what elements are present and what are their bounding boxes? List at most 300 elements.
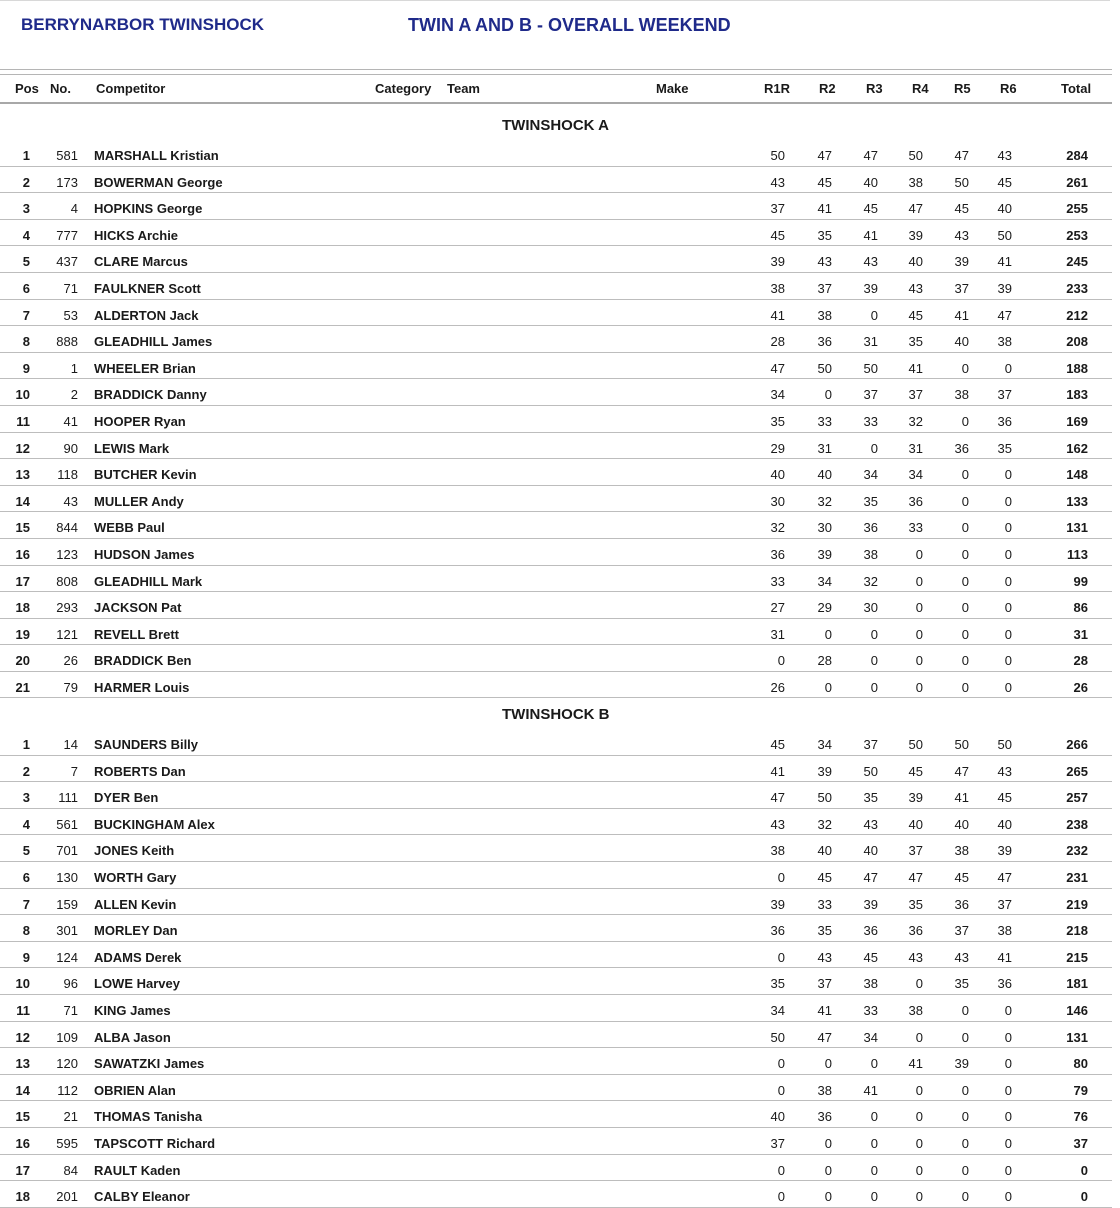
round-score-cell: 35	[817, 227, 832, 243]
total-cell: 28	[1073, 653, 1088, 669]
table-row	[0, 592, 1112, 619]
table-row	[0, 246, 1112, 273]
number-cell: 121	[56, 626, 78, 642]
number-cell: 111	[58, 790, 78, 806]
round-score-cell: 27	[770, 600, 785, 616]
round-score-cell: 29	[770, 440, 785, 456]
table-row	[0, 995, 1112, 1022]
number-cell: 118	[57, 467, 78, 483]
competitor-cell: BUTCHER Kevin	[94, 467, 197, 483]
round-score-cell: 0	[961, 493, 969, 509]
number-cell: 43	[63, 493, 78, 509]
round-score-cell: 50	[770, 148, 785, 163]
round-score-cell: 34	[817, 573, 832, 589]
round-score-cell: 0	[1004, 493, 1012, 509]
round-score-cell: 45	[954, 869, 969, 885]
table-row	[0, 645, 1112, 672]
competitor-cell: HICKS Archie	[94, 227, 179, 243]
round-score-cell: 32	[770, 520, 785, 536]
round-score-cell: 43	[997, 763, 1012, 779]
round-score-cell: 34	[817, 737, 832, 752]
round-score-cell: 41	[954, 790, 969, 806]
position-cell: 21	[15, 679, 30, 695]
table-row	[0, 889, 1112, 916]
table-row	[0, 512, 1112, 539]
number-cell: 112	[57, 1082, 78, 1098]
total-cell: 208	[1066, 334, 1088, 350]
round-score-cell: 0	[961, 1109, 969, 1125]
table-row	[0, 433, 1112, 460]
col-r4: R4	[912, 81, 929, 96]
round-score-cell: 45	[997, 174, 1012, 190]
competitor-cell: ALBA Jason	[94, 1029, 171, 1045]
round-score-cell: 45	[863, 201, 878, 217]
round-score-cell: 35	[770, 976, 785, 992]
round-score-cell: 35	[908, 334, 923, 350]
round-score-cell: 38	[954, 387, 969, 403]
competitor-cell: MORLEY Dan	[94, 923, 178, 939]
competitor-cell: OBRIEN Alan	[94, 1082, 176, 1098]
table-row	[0, 942, 1112, 969]
round-score-cell: 41	[770, 307, 785, 323]
round-score-cell: 37	[997, 896, 1012, 912]
round-score-cell: 47	[997, 307, 1012, 323]
number-cell: 844	[56, 520, 78, 536]
round-score-cell: 47	[770, 790, 785, 806]
table-row	[0, 1048, 1112, 1075]
round-score-cell: 50	[770, 1029, 785, 1045]
round-score-cell: 39	[997, 843, 1012, 859]
round-score-cell: 32	[908, 413, 923, 429]
round-score-cell: 26	[770, 679, 785, 695]
round-score-cell: 47	[817, 1029, 832, 1045]
competitor-cell: ROBERTS Dan	[94, 763, 186, 779]
column-header-rule	[0, 102, 1112, 104]
col-competitor: Competitor	[96, 81, 166, 96]
number-cell: 14	[63, 737, 78, 752]
round-score-cell: 43	[954, 949, 969, 965]
round-score-cell: 41	[997, 254, 1012, 270]
position-cell: 10	[15, 387, 30, 403]
round-score-cell: 41	[954, 307, 969, 323]
competitor-cell: RAULT Kaden	[94, 1162, 181, 1178]
position-cell: 16	[15, 546, 30, 562]
round-score-cell: 50	[908, 737, 923, 752]
number-cell: 109	[56, 1029, 78, 1045]
position-cell: 14	[15, 493, 30, 509]
number-cell: 71	[63, 1002, 78, 1018]
competitor-cell: MARSHALL Kristian	[94, 148, 219, 163]
round-score-cell: 41	[997, 949, 1012, 965]
competitor-cell: GLEADHILL Mark	[94, 573, 203, 589]
round-score-cell: 41	[770, 763, 785, 779]
round-score-cell: 0	[870, 1162, 878, 1178]
position-cell: 8	[22, 334, 30, 350]
table-row	[0, 566, 1112, 593]
round-score-cell: 50	[863, 360, 878, 376]
top-rule	[0, 0, 1110, 1]
round-score-cell: 38	[997, 923, 1012, 939]
number-cell: 130	[56, 869, 78, 885]
total-cell: 212	[1066, 307, 1088, 323]
table-row	[0, 379, 1112, 406]
round-score-cell: 0	[777, 1056, 785, 1072]
round-score-cell: 0	[1004, 626, 1012, 642]
competitor-cell: DYER Ben	[94, 790, 159, 806]
table-row	[0, 326, 1112, 353]
round-score-cell: 41	[908, 360, 923, 376]
round-score-cell: 45	[817, 869, 832, 885]
round-score-cell: 43	[863, 816, 878, 832]
total-cell: 31	[1073, 626, 1088, 642]
position-cell: 13	[15, 467, 30, 483]
total-cell: 219	[1066, 896, 1088, 912]
number-cell: 437	[56, 254, 78, 270]
number-cell: 581	[56, 148, 78, 163]
number-cell: 53	[63, 307, 78, 323]
round-score-cell: 0	[777, 949, 785, 965]
total-cell: 113	[1067, 546, 1088, 562]
table-row	[0, 862, 1112, 889]
round-score-cell: 35	[954, 976, 969, 992]
round-score-cell: 35	[863, 790, 878, 806]
round-score-cell: 36	[908, 493, 923, 509]
total-cell: 148	[1066, 467, 1088, 483]
round-score-cell: 0	[824, 1056, 832, 1072]
competitor-cell: HOPKINS George	[94, 201, 203, 217]
round-score-cell: 0	[870, 307, 878, 323]
round-score-cell: 0	[915, 976, 923, 992]
round-score-cell: 0	[870, 626, 878, 642]
table-row	[0, 782, 1112, 809]
round-score-cell: 0	[1004, 1135, 1012, 1151]
col-make: Make	[656, 81, 689, 96]
total-cell: 183	[1066, 387, 1088, 403]
competitor-cell: FAULKNER Scott	[94, 280, 201, 296]
round-score-cell: 43	[817, 949, 832, 965]
table-row	[0, 619, 1112, 646]
round-score-cell: 45	[770, 227, 785, 243]
round-score-cell: 0	[915, 626, 923, 642]
round-score-cell: 33	[863, 1002, 878, 1018]
table-row	[0, 1075, 1112, 1102]
total-cell: 253	[1066, 227, 1088, 243]
round-score-cell: 0	[1004, 520, 1012, 536]
round-score-cell: 0	[870, 1135, 878, 1151]
round-score-cell: 36	[997, 413, 1012, 429]
section-title-b: TWINSHOCK B	[502, 706, 610, 723]
round-score-cell: 33	[817, 896, 832, 912]
round-score-cell: 31	[770, 626, 785, 642]
position-cell: 12	[15, 1029, 30, 1045]
col-category: Category	[375, 81, 432, 96]
round-score-cell: 37	[997, 387, 1012, 403]
round-score-cell: 45	[770, 737, 785, 752]
position-cell: 16	[15, 1135, 30, 1151]
round-score-cell: 36	[817, 334, 832, 350]
total-cell: 133	[1066, 493, 1088, 509]
round-score-cell: 37	[954, 923, 969, 939]
round-score-cell: 35	[997, 440, 1012, 456]
total-cell: 257	[1066, 790, 1088, 806]
number-cell: 90	[63, 440, 78, 456]
round-score-cell: 36	[954, 440, 969, 456]
round-score-cell: 47	[863, 869, 878, 885]
position-cell: 15	[15, 1109, 30, 1125]
round-score-cell: 0	[824, 387, 832, 403]
table-row	[0, 220, 1112, 247]
competitor-cell: SAWATZKI James	[94, 1056, 205, 1072]
round-score-cell: 38	[817, 307, 832, 323]
total-cell: 245	[1066, 254, 1088, 270]
total-cell: 233	[1066, 280, 1088, 296]
round-score-cell: 38	[817, 1082, 832, 1098]
total-cell: 261	[1066, 174, 1088, 190]
round-score-cell: 40	[770, 1109, 785, 1125]
position-cell: 2	[22, 763, 30, 779]
total-cell: 188	[1066, 360, 1088, 376]
round-score-cell: 43	[770, 816, 785, 832]
number-cell: 124	[56, 949, 78, 965]
results-table-b	[0, 729, 1112, 1208]
position-cell: 1	[22, 737, 30, 752]
round-score-cell: 34	[770, 1002, 785, 1018]
competitor-cell: CLARE Marcus	[94, 254, 188, 270]
round-score-cell: 47	[908, 869, 923, 885]
col-r3: R3	[866, 81, 883, 96]
table-row	[0, 1155, 1112, 1182]
round-score-cell: 37	[908, 387, 923, 403]
table-row	[0, 809, 1112, 836]
number-cell: 26	[63, 653, 78, 669]
total-cell: 284	[1066, 148, 1088, 163]
round-score-cell: 0	[961, 626, 969, 642]
round-score-cell: 0	[915, 1029, 923, 1045]
table-row	[0, 1181, 1112, 1208]
competitor-cell: KING James	[94, 1002, 171, 1018]
position-cell: 4	[22, 816, 30, 832]
total-cell: 131	[1066, 520, 1088, 536]
round-score-cell: 39	[954, 254, 969, 270]
round-score-cell: 0	[824, 1189, 832, 1205]
round-score-cell: 0	[915, 1162, 923, 1178]
round-score-cell: 0	[1004, 1082, 1012, 1098]
round-score-cell: 0	[961, 467, 969, 483]
competitor-cell: SAUNDERS Billy	[94, 737, 199, 752]
total-cell: 218	[1066, 923, 1088, 939]
round-score-cell: 50	[954, 737, 969, 752]
competitor-cell: HUDSON James	[94, 546, 195, 562]
number-cell: 777	[56, 227, 78, 243]
number-cell: 701	[56, 843, 78, 859]
total-cell: 79	[1073, 1082, 1088, 1098]
round-score-cell: 0	[870, 1056, 878, 1072]
results-title: TWIN A AND B - OVERALL WEEKEND	[408, 15, 731, 35]
round-score-cell: 50	[817, 790, 832, 806]
round-score-cell: 38	[908, 174, 923, 190]
position-cell: 12	[15, 440, 30, 456]
round-score-cell: 0	[1004, 1189, 1012, 1205]
competitor-cell: ALDERTON Jack	[94, 307, 199, 323]
competitor-cell: HARMER Louis	[94, 679, 190, 695]
results-table-a	[0, 140, 1112, 698]
total-cell: 131	[1066, 1029, 1088, 1045]
round-score-cell: 38	[908, 1002, 923, 1018]
position-cell: 13	[15, 1056, 30, 1072]
round-score-cell: 45	[908, 307, 923, 323]
round-score-cell: 47	[954, 148, 969, 163]
col-r2: R2	[819, 81, 836, 96]
round-score-cell: 47	[908, 201, 923, 217]
number-cell: 293	[56, 600, 78, 616]
round-score-cell: 47	[954, 763, 969, 779]
round-score-cell: 37	[863, 387, 878, 403]
position-cell: 7	[22, 307, 30, 323]
round-score-cell: 0	[961, 546, 969, 562]
number-cell: 201	[56, 1189, 78, 1205]
round-score-cell: 0	[915, 1189, 923, 1205]
table-row	[0, 486, 1112, 513]
round-score-cell: 0	[777, 1189, 785, 1205]
number-cell: 2	[70, 387, 78, 403]
total-cell: 146	[1066, 1002, 1088, 1018]
number-cell: 123	[56, 546, 78, 562]
competitor-cell: JONES Keith	[94, 843, 175, 859]
round-score-cell: 38	[997, 334, 1012, 350]
round-score-cell: 35	[908, 896, 923, 912]
competitor-cell: LEWIS Mark	[94, 440, 170, 456]
round-score-cell: 0	[824, 679, 832, 695]
col-r5: R5	[954, 81, 971, 96]
round-score-cell: 0	[777, 1082, 785, 1098]
round-score-cell: 41	[817, 201, 832, 217]
round-score-cell: 0	[961, 1029, 969, 1045]
round-score-cell: 0	[961, 1002, 969, 1018]
competitor-cell: CALBY Eleanor	[94, 1189, 190, 1205]
position-cell: 1	[22, 148, 30, 163]
round-score-cell: 39	[997, 280, 1012, 296]
round-score-cell: 0	[961, 520, 969, 536]
position-cell: 8	[22, 923, 30, 939]
round-score-cell: 0	[1004, 1056, 1012, 1072]
round-score-cell: 36	[817, 1109, 832, 1125]
round-score-cell: 33	[770, 573, 785, 589]
round-score-cell: 36	[770, 923, 785, 939]
number-cell: 120	[56, 1056, 78, 1072]
round-score-cell: 36	[908, 923, 923, 939]
round-score-cell: 38	[954, 843, 969, 859]
round-score-cell: 39	[908, 790, 923, 806]
round-score-cell: 0	[915, 573, 923, 589]
competitor-cell: REVELL Brett	[94, 626, 179, 642]
table-row	[0, 353, 1112, 380]
round-score-cell: 0	[870, 653, 878, 669]
round-score-cell: 37	[770, 1135, 785, 1151]
round-score-cell: 0	[1004, 1002, 1012, 1018]
round-score-cell: 0	[961, 679, 969, 695]
round-score-cell: 32	[863, 573, 878, 589]
total-cell: 0	[1080, 1189, 1088, 1205]
round-score-cell: 41	[817, 1002, 832, 1018]
number-cell: 888	[56, 334, 78, 350]
total-cell: 255	[1066, 201, 1088, 217]
total-cell: 86	[1073, 600, 1088, 616]
table-row	[0, 273, 1112, 300]
total-cell: 231	[1066, 869, 1088, 885]
position-cell: 19	[15, 626, 30, 642]
position-cell: 3	[22, 201, 30, 217]
round-score-cell: 37	[817, 280, 832, 296]
round-score-cell: 40	[997, 816, 1012, 832]
total-cell: 215	[1066, 949, 1088, 965]
number-cell: 71	[63, 280, 78, 296]
round-score-cell: 0	[961, 360, 969, 376]
round-score-cell: 41	[863, 1082, 878, 1098]
round-score-cell: 28	[817, 653, 832, 669]
competitor-cell: JACKSON Pat	[94, 600, 182, 616]
round-score-cell: 33	[863, 413, 878, 429]
round-score-cell: 33	[817, 413, 832, 429]
round-score-cell: 36	[954, 896, 969, 912]
total-cell: 266	[1066, 737, 1088, 752]
round-score-cell: 0	[1004, 360, 1012, 376]
round-score-cell: 31	[817, 440, 832, 456]
table-row	[0, 968, 1112, 995]
round-score-cell: 47	[997, 869, 1012, 885]
section-title-a: TWINSHOCK A	[502, 117, 609, 134]
table-row	[0, 300, 1112, 327]
column-header-row	[0, 74, 1112, 102]
round-score-cell: 37	[908, 843, 923, 859]
competitor-cell: BRADDICK Ben	[94, 653, 192, 669]
round-score-cell: 37	[863, 737, 878, 752]
round-score-cell: 47	[817, 148, 832, 163]
round-score-cell: 0	[870, 1109, 878, 1125]
round-score-cell: 0	[915, 1109, 923, 1125]
competitor-cell: GLEADHILL James	[94, 334, 213, 350]
round-score-cell: 0	[1004, 1109, 1012, 1125]
col-pos: Pos	[15, 81, 39, 96]
total-cell: 80	[1073, 1056, 1088, 1072]
number-cell: 21	[63, 1109, 78, 1125]
round-score-cell: 39	[770, 896, 785, 912]
round-score-cell: 0	[870, 679, 878, 695]
number-cell: 41	[63, 413, 78, 429]
total-cell: 265	[1066, 763, 1088, 779]
round-score-cell: 45	[817, 174, 832, 190]
col-total: Total	[1061, 81, 1092, 96]
round-score-cell: 39	[770, 254, 785, 270]
competitor-cell: WEBB Paul	[94, 520, 165, 536]
round-score-cell: 40	[954, 334, 969, 350]
round-score-cell: 37	[954, 280, 969, 296]
round-score-cell: 0	[1004, 1162, 1012, 1178]
position-cell: 3	[22, 790, 30, 806]
round-score-cell: 0	[915, 1135, 923, 1151]
round-score-cell: 0	[1004, 573, 1012, 589]
table-row	[0, 915, 1112, 942]
round-score-cell: 30	[770, 493, 785, 509]
round-score-cell: 38	[770, 843, 785, 859]
round-score-cell: 38	[863, 976, 878, 992]
round-score-cell: 45	[997, 790, 1012, 806]
competitor-cell: THOMAS Tanisha	[94, 1109, 203, 1125]
number-cell: 96	[63, 976, 78, 992]
table-row	[0, 167, 1112, 194]
round-score-cell: 0	[1004, 467, 1012, 483]
round-score-cell: 0	[824, 1162, 832, 1178]
round-score-cell: 34	[863, 467, 878, 483]
